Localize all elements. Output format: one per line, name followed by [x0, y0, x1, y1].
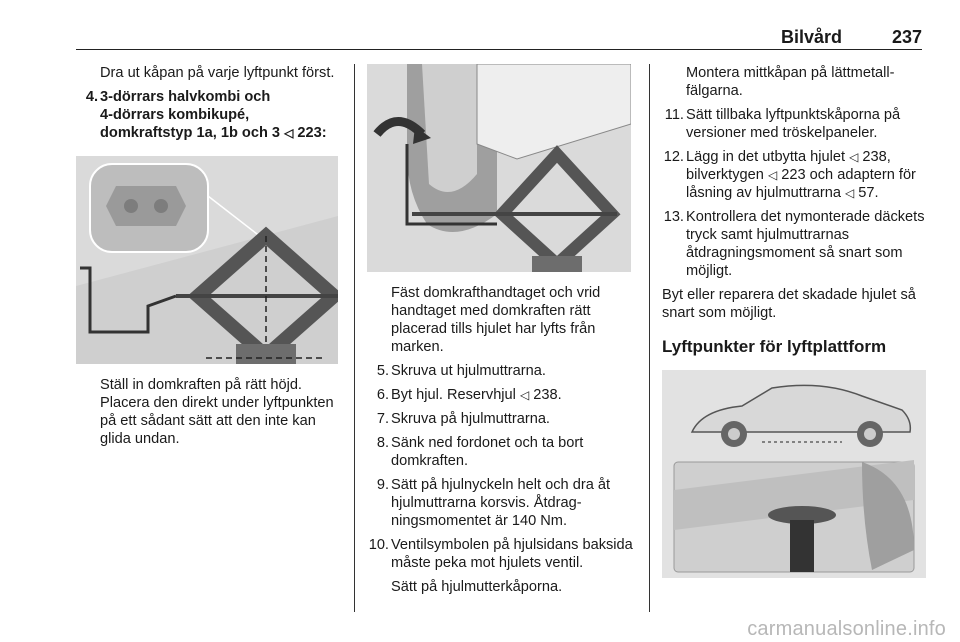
triangle-ref-icon: ◁ — [284, 126, 294, 140]
list-item: 8. Sänk ned fordonet och ta bort domkraften. — [376, 435, 584, 469]
list-item: 13. Kontrollera det nymonterade däckets tryck samt hjulmuttrarnas åtdragningsmoment så snart som möjligt. — [663, 209, 925, 279]
jack-crank-figure — [367, 64, 631, 272]
column-1 — [76, 64, 344, 448]
lift-platform-figure — [662, 370, 926, 578]
watermark: carmanualsonline.info — [747, 618, 946, 640]
list-item: 7. Skruva på hjulmuttrarna. — [376, 411, 550, 427]
section-heading: Lyftpunkter för lyftplattform — [662, 337, 887, 356]
jack-placement-figure — [76, 156, 338, 364]
page-number: 237 — [891, 27, 922, 47]
section-title: Bilvård — [780, 27, 842, 47]
list-item: 9. Sätt på hjulnyckeln helt och dra åt hjulmuttrarna korsvis. Åtdragningsmomentet är 140 Nm. — [376, 477, 611, 529]
triangle-ref-icon: ◁ — [845, 186, 855, 200]
list-item: 12. Lägg in det utbytta hjulet ◁ 238, bilverktygen ◁ 223 och adaptern för låsning av hjulmuttrarna ◁ 57. — [663, 149, 916, 201]
intro-text: Dra ut kåpan på varje lyftpunkt först. — [100, 65, 335, 81]
intro-text: Montera mittkåpan på lättmetallfälgarna. — [686, 65, 895, 99]
list-item: 4. 3-dörrars halvkombi och 4-dörrars kombikupé, domkraftstyp 1a, 1b och 3 ◁ 223: — [85, 89, 327, 141]
paragraph: Byt eller reparera det skadade hjulet så snart som möjligt. — [662, 287, 916, 321]
column-divider — [354, 64, 355, 612]
page-header — [76, 26, 922, 50]
list-item: 5. Skruva ut hjulmuttrarna. — [376, 363, 546, 379]
list-item: 11. Sätt tillbaka lyftpunktskåporna på versioner med tröskelpaneler. — [664, 107, 901, 141]
list-item: 10. Ventilsymbolen på hjulsidans baksida måste peka mot hjulets ventil. — [368, 537, 633, 571]
list-item: 6. Byt hjul. Reservhjul ◁ 238. — [376, 387, 562, 403]
column-3 — [662, 64, 926, 578]
triangle-ref-icon: ◁ — [849, 150, 859, 164]
triangle-ref-icon: ◁ — [767, 168, 778, 182]
figure-caption: Fäst domkrafthandtaget och vrid handtaget med domkraften rätt placerad tills hjulet har lyfts från marken. — [391, 285, 601, 355]
triangle-ref-icon: ◁ — [519, 388, 530, 402]
column-2 — [367, 64, 637, 596]
column-divider — [649, 64, 650, 612]
figure-caption: Ställ in domkraften på rätt höjd. Placera den direkt under lyftpunkten på ett sådant sätt att den inte kan glida undan. — [100, 377, 334, 447]
tail-text: Sätt på hjulmutterkåporna. — [391, 579, 563, 595]
